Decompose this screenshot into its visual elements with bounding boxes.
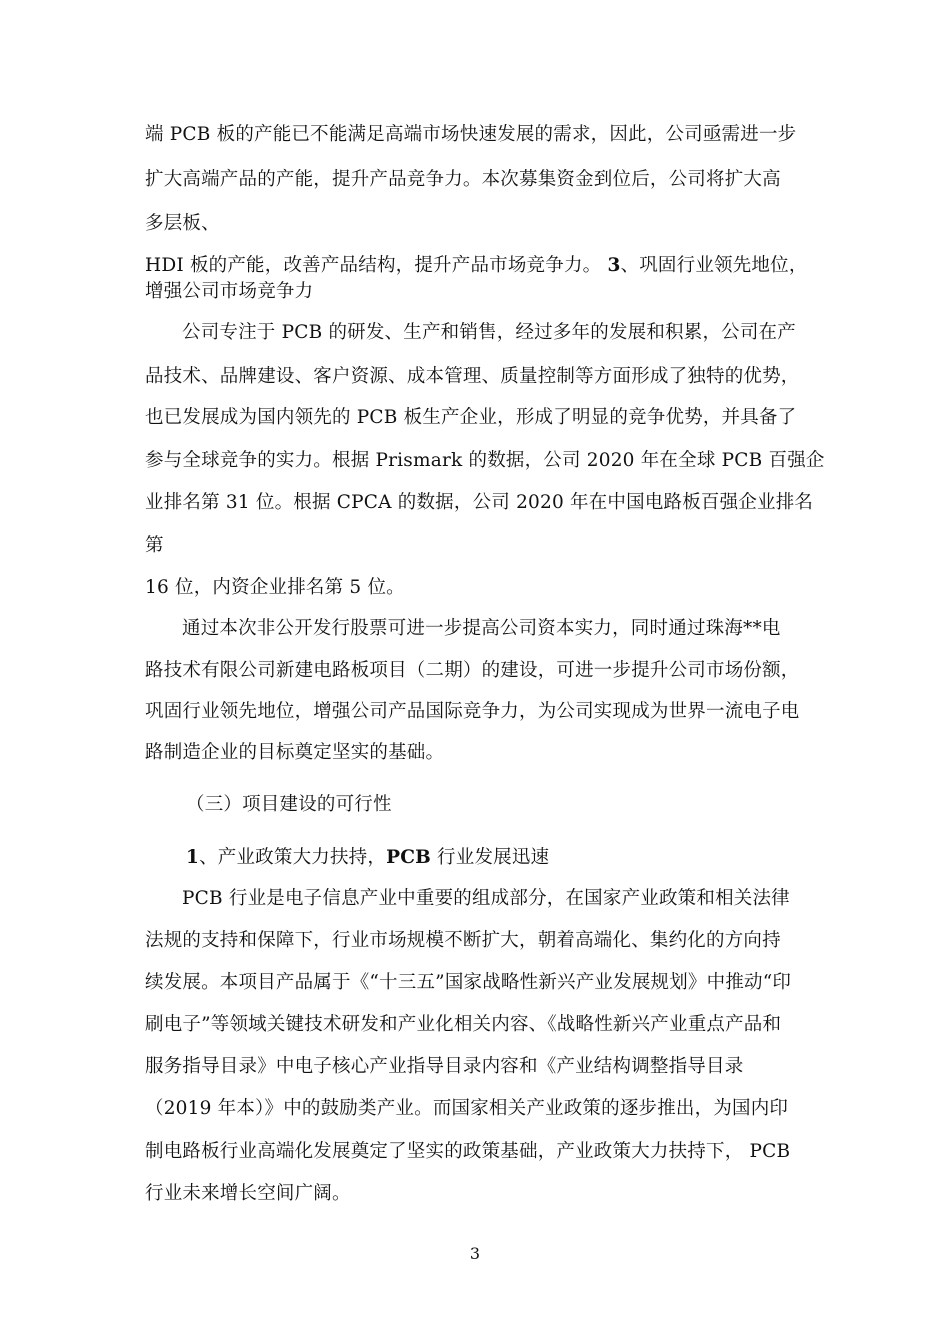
text-line: 路技术有限公司新建电路板项目（二期）的建设，可进一步提升公司市场份额， — [145, 660, 800, 681]
text-line: 第 — [145, 535, 164, 556]
pcb-bold: PCB — [386, 847, 431, 868]
text-line: 品技术、品牌建设、客户资源、成本管理、质量控制等方面形成了独特的优势， — [145, 366, 800, 387]
text-segment: HDI 板的产能，改善产品结构，提升产品市场竞争力。 — [145, 255, 602, 276]
text-line: 业排名第 31 位。根据 CPCA 的数据，公司 2020 年在中国电路板百强企业排名 — [145, 492, 814, 513]
text-line: 巩固行业领先地位，增强公司产品国际竞争力，为公司实现成为世界一流电子电 — [145, 701, 800, 722]
text-line: 扩大高端产品的产能，提升产品竞争力。本次募集资金到位后，公司将扩大高 — [145, 169, 781, 190]
text-line: 增强公司市场竞争力 — [145, 281, 314, 302]
text-line: 行业未来增长空间广阔。 — [145, 1183, 351, 1204]
text-segment: 、产业政策大力扶持， — [199, 847, 387, 868]
text-segment: 行业发展迅速 — [430, 847, 550, 868]
text-line: 16 位，内资企业排名第 5 位。 — [145, 577, 405, 598]
text-line: PCB 行业是电子信息产业中重要的组成部分，在国家产业政策和相关法律 — [182, 888, 790, 909]
text-line: 公司专注于 PCB 的研发、生产和销售，经过多年的发展和积累，公司在产 — [182, 322, 796, 343]
text-line: 路制造企业的目标奠定坚实的基础。 — [145, 742, 445, 763]
text-line: 法规的支持和保障下，行业市场规模不断扩大，朝着高端化、集约化的方向持 — [145, 930, 781, 951]
text-line: （2019 年本）》中的鼓励类产业。而国家相关产业政策的逐步推出，为国内印 — [145, 1098, 789, 1119]
text-line: 通过本次非公开发行股票可进一步提高公司资本实力，同时通过珠海**电 — [182, 618, 781, 639]
text-line: 参与全球竞争的实力。根据 Prismark 的数据，公司 2020 年在全球 PCB 百强企 — [145, 450, 825, 471]
section-number-1: 1 — [186, 847, 200, 868]
page-number: 3 — [469, 1244, 481, 1263]
text-line: 制电路板行业高端化发展奠定了坚实的政策基础，产业政策大力扶持下， PCB — [145, 1141, 791, 1162]
text-line: 续发展。本项目产品属于《“十三五”国家战略性新兴产业发展规划》中推动“印 — [145, 972, 792, 993]
text-line: 刷电子”等领域关键技术研发和产业化相关内容、《战略性新兴产业重点产品和 — [145, 1014, 782, 1035]
text-line — [145, 254, 825, 278]
section-number-3: 3 — [607, 255, 621, 276]
text-line: 多层板、 — [145, 213, 220, 234]
section-heading-3: 、巩固行业领先地位， — [620, 255, 808, 276]
text-line: 端 PCB 板的产能已不能满足高端市场快速发展的需求，因此，公司亟需进一步 — [145, 124, 797, 145]
subsection-title — [186, 846, 866, 870]
text-line: 也已发展成为国内领先的 PCB 板生产企业，形成了明显的竞争优势，并具备了 — [145, 407, 797, 428]
text-line: 服务指导目录》中电子核心产业指导目录内容和《产业结构调整指导目录 — [145, 1056, 744, 1077]
section-title: （三）项目建设的可行性 — [186, 794, 392, 815]
